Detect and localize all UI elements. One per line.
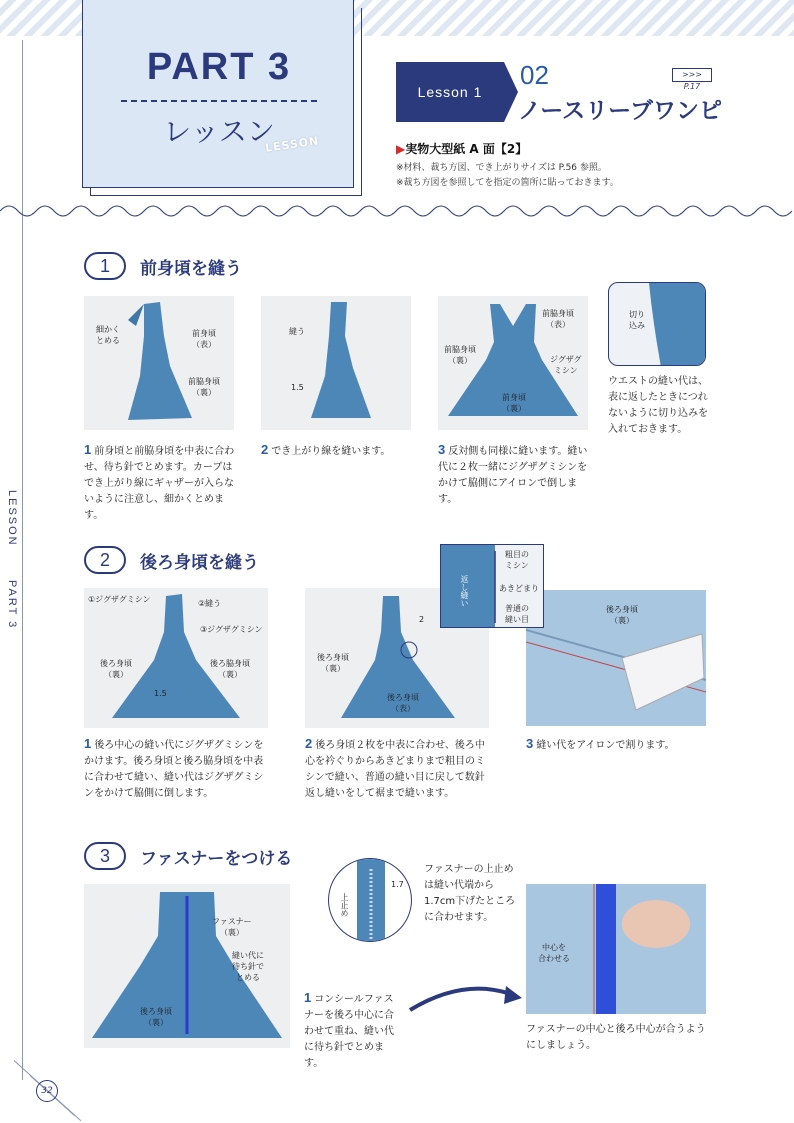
photo-label: 後ろ身頃 （裏） — [140, 1007, 172, 1027]
step-caption — [84, 736, 268, 802]
photo-label: 切り 込み — [629, 310, 645, 330]
photo-label: 後ろ身頃 （裏） — [100, 659, 132, 679]
photo-label: 前脇身頃 （裏） — [188, 377, 220, 397]
photo-label: 1.5 — [291, 383, 304, 392]
photo-label: 後ろ身頃 （表） — [387, 693, 419, 713]
step-text: コンシールファスナーを後ろ中心に合わせて重ね、縫い代に待ち針でとめます。 — [304, 994, 394, 1069]
photo-label: 上止め — [340, 893, 349, 917]
section-number: 2 — [84, 546, 126, 574]
step-caption — [526, 736, 706, 754]
photo-label: 縫い代に 待ち針で とめる — [232, 951, 264, 982]
step-text: でき上がり線を縫います。 — [271, 446, 391, 457]
step-number: 2 — [305, 736, 313, 751]
pattern-text: 実物大型紙 A 面【2】 — [405, 142, 528, 156]
part-title: PART 3 — [146, 46, 292, 88]
inset-caption: ファスナーの上止めは縫い代端から1.7cm下げたところに合わせます。 — [424, 864, 516, 923]
pattern-line — [396, 140, 527, 157]
photo-label: 前脇身頃 （表） — [542, 309, 574, 329]
step-caption — [84, 442, 238, 524]
photo-label: 普通の 縫い目 — [505, 604, 529, 624]
photo-label: ②縫う — [198, 599, 222, 608]
photo-label: 1.7 — [391, 880, 404, 889]
photo-label: 2 — [419, 615, 425, 624]
step-photo — [526, 884, 706, 1014]
section-title: ファスナーをつける — [140, 849, 293, 869]
photo-label: 縫う — [289, 327, 305, 336]
triangle-icon: ▶ — [396, 142, 406, 156]
photo-label: ③ジグザグミシン — [200, 625, 263, 634]
step-caption: ファスナーの中心と後ろ中心が合うようにしましょう。 — [526, 1024, 706, 1051]
page-reference: >>> P.17 — [672, 68, 712, 82]
note: ※材料、裁ち方図、でき上がりサイズは P.56 参照。 — [396, 163, 607, 173]
step-number: 3 — [526, 736, 534, 751]
step-text: 前身頃と前脇身頃を中表に合わせ、待ち針でとめます。カーブはでき上がり線にギャザーが入らないように注意し、細かくとめます。 — [84, 446, 235, 521]
photo-label: 後ろ脇身頃 （裏） — [210, 659, 250, 679]
section-number: 1 — [84, 252, 126, 280]
step-number: 1 — [84, 442, 92, 457]
dashed-divider — [121, 100, 317, 102]
section-number: 3 — [84, 842, 126, 870]
step-text: 後ろ中心の縫い代にジグザグミシンをかけます。後ろ身頃と後ろ脇身頃を中表に合わせて縫い、縫い代はジグザグミシンをかけて脇側に倒します。 — [84, 740, 264, 799]
page-number: 32 — [36, 1080, 58, 1102]
photo-label: 後ろ身頃 （裏） — [317, 653, 349, 673]
photo-label: 返し縫い — [460, 575, 469, 607]
side-tab-part: PART 3 — [6, 580, 18, 630]
photo-label: 前身頃 （表） — [192, 329, 216, 349]
step-number: 2 — [261, 442, 269, 457]
step-text: 縫い代をアイロンで割ります。 — [536, 740, 675, 751]
step-text: 反対側も同様に縫います。縫い代に２枚一緒にジグザグミシンをかけて脇側にアイロンで倒します。 — [438, 446, 588, 505]
step-number: 1 — [84, 736, 92, 751]
lesson-number: 02 — [520, 60, 549, 90]
step-caption — [261, 442, 415, 460]
step-photo — [84, 296, 234, 430]
photo-label: 前身頃 （裏） — [502, 393, 526, 413]
detail-inset — [608, 282, 706, 366]
step-photo — [84, 884, 290, 1048]
step-photo — [84, 588, 268, 728]
photo-label: 中心を 合わせる — [538, 943, 570, 963]
photo-label: 粗目の ミシン — [505, 550, 529, 570]
photo-label: 後ろ身頃 （裏） — [606, 605, 638, 625]
arrow-icon — [406, 976, 526, 1016]
detail-inset — [440, 544, 544, 628]
step-number: 3 — [438, 442, 446, 457]
photo-label: あきどまり — [499, 584, 539, 593]
lesson-title: ノースリーブワンピ — [518, 98, 723, 124]
photo-label: 前脇身頃 （裏） — [444, 345, 476, 365]
inset-caption: ウエストの縫い代は、表に返したときにつれないように切り込みを入れておきます。 — [608, 376, 708, 435]
photo-label: 細かく とめる — [96, 325, 120, 345]
step-photo — [438, 296, 588, 430]
step-photo — [526, 590, 706, 726]
wave-divider — [0, 196, 794, 226]
photo-label: ファスナー （裏） — [212, 917, 252, 937]
note: ※裁ち方図を参照してを指定の箇所に貼っておきます。 — [396, 178, 619, 188]
step-photo — [261, 296, 411, 430]
side-tab-lesson: LESSON — [6, 490, 18, 547]
photo-label: ①ジグザグミシン — [88, 595, 151, 604]
part-tag: LESSON — [264, 134, 321, 155]
part-card — [82, 0, 354, 188]
section-title: 後ろ身頃を縫う — [140, 553, 259, 573]
step-caption — [305, 736, 489, 802]
part-subtitle: レッスン — [163, 115, 275, 148]
step-caption — [438, 442, 592, 508]
photo-label: ジグザグ ミシン — [550, 355, 582, 375]
lesson-tab: Lesson 1 — [396, 62, 504, 122]
detail-inset — [328, 858, 412, 942]
step-caption — [304, 990, 400, 1072]
photo-label: 1.5 — [154, 689, 167, 698]
step-number: 1 — [304, 990, 312, 1005]
section-title: 前身頃を縫う — [140, 259, 242, 279]
step-text: 後ろ身頃２枚を中表に合わせ、後ろ中心を衿ぐりからあきどまりまで粗目のミシンで縫い、普通の縫い目に戻して数針返し縫いをして裾まで縫います。 — [305, 740, 485, 799]
